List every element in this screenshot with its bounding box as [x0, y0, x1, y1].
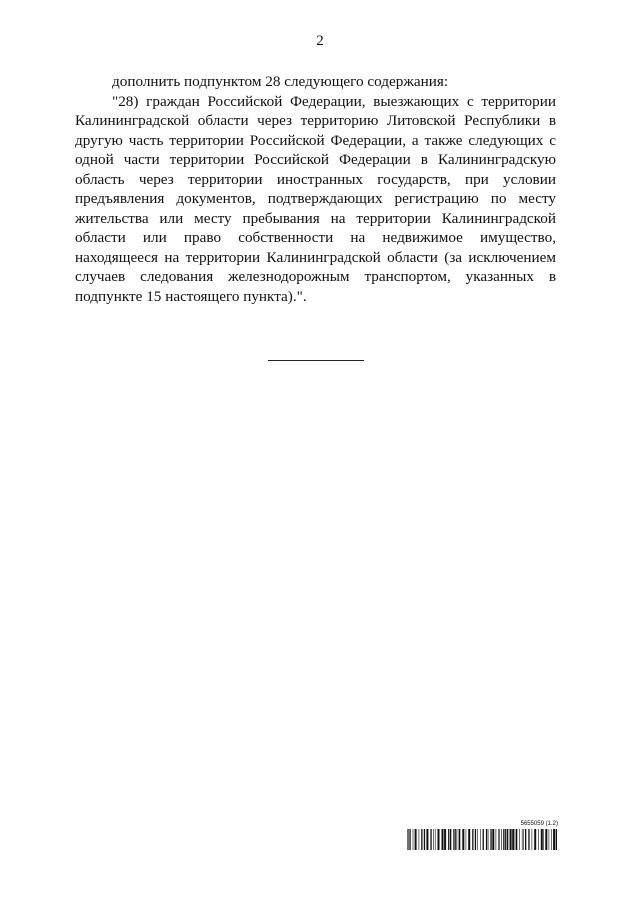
barcode-bar — [496, 829, 497, 850]
barcode-bar — [424, 829, 425, 850]
barcode-bar — [409, 829, 410, 850]
barcode-bar — [413, 829, 414, 850]
barcode-bar — [498, 829, 499, 850]
barcode-bar — [523, 829, 524, 850]
barcode-bar — [534, 829, 536, 850]
barcode-bar — [415, 829, 417, 850]
barcode-bar — [486, 829, 487, 850]
barcode-bar — [430, 829, 431, 850]
barcode-bar — [458, 829, 459, 850]
barcode-bar — [505, 829, 506, 850]
barcode-bar — [516, 829, 517, 850]
barcode-bar — [501, 829, 502, 850]
barcode-bar — [426, 829, 428, 850]
paragraph-subitem-28: "28) граждан Российской Федерации, выезжающих с территории Калининградской области через территорию Литовской Республики в другую часть территории Российской Федерации, а также следующих с одной части территории Российской Федерации в Калининградскую область через территории иностранных государств, при условии предъявления документов, подтверждающих регистрацию по месту жительства или месту пребывания на территории Калининградской области или право собственности на недвижимое имущество, находящееся на территории Калининградской области (за исключением случаев следования железнодорожным транспортом, указанных в подпункте 15 настоящего пункта).". — [75, 92, 556, 305]
barcode-bar — [435, 829, 436, 850]
barcode-bar — [522, 829, 523, 850]
barcode-bar — [545, 829, 547, 850]
barcode-bar — [433, 829, 434, 850]
page-number: 2 — [316, 33, 324, 49]
barcode-bar — [450, 829, 451, 850]
barcode-bar — [510, 829, 512, 850]
barcode-bar — [480, 829, 481, 850]
barcode-bar — [525, 829, 526, 850]
barcode-caption: 5655059 (1.2) — [520, 821, 558, 827]
barcode-bar — [407, 829, 408, 850]
barcode-bar — [483, 829, 484, 850]
barcode-bar — [490, 829, 491, 850]
barcode-bar — [459, 829, 460, 850]
barcode-bar — [468, 829, 470, 850]
document-body — [75, 72, 556, 306]
barcode-bar — [438, 829, 440, 850]
barcode-bar — [553, 829, 555, 850]
barcode-bar — [528, 829, 529, 850]
barcode-bar — [442, 829, 444, 850]
barcode-bar — [421, 829, 422, 850]
barcode-bar — [515, 829, 516, 850]
paragraph-intro: дополнить подпунктом 28 следующего содержания: — [112, 73, 449, 90]
barcode-bar — [488, 829, 489, 850]
barcode-bar — [507, 829, 508, 850]
barcode-bar — [472, 829, 473, 850]
barcode-bar — [448, 829, 449, 850]
barcode-bar — [475, 829, 476, 850]
barcode-bar — [519, 829, 520, 850]
barcode-icon — [407, 829, 558, 850]
barcode-bar — [466, 829, 467, 850]
barcode-bar — [532, 829, 533, 850]
section-divider — [268, 360, 364, 361]
barcode-bar — [512, 829, 514, 850]
barcode-bar — [444, 829, 446, 850]
barcode-bar — [492, 829, 494, 850]
barcode-bar — [551, 829, 552, 850]
barcode-bar — [543, 829, 544, 850]
barcode-bar — [556, 829, 557, 850]
barcode-bar — [541, 829, 543, 850]
barcode-bar — [419, 829, 420, 850]
barcode-bar — [477, 829, 478, 850]
barcode-bar — [453, 829, 454, 850]
barcode-bar — [549, 829, 550, 850]
barcode-stamp — [407, 821, 558, 851]
barcode-bar — [538, 829, 539, 850]
barcode-bar — [499, 829, 500, 850]
barcode-bar — [503, 829, 504, 850]
barcode-bar — [455, 829, 456, 850]
barcode-bar — [408, 829, 409, 850]
barcode-bar — [462, 829, 464, 850]
